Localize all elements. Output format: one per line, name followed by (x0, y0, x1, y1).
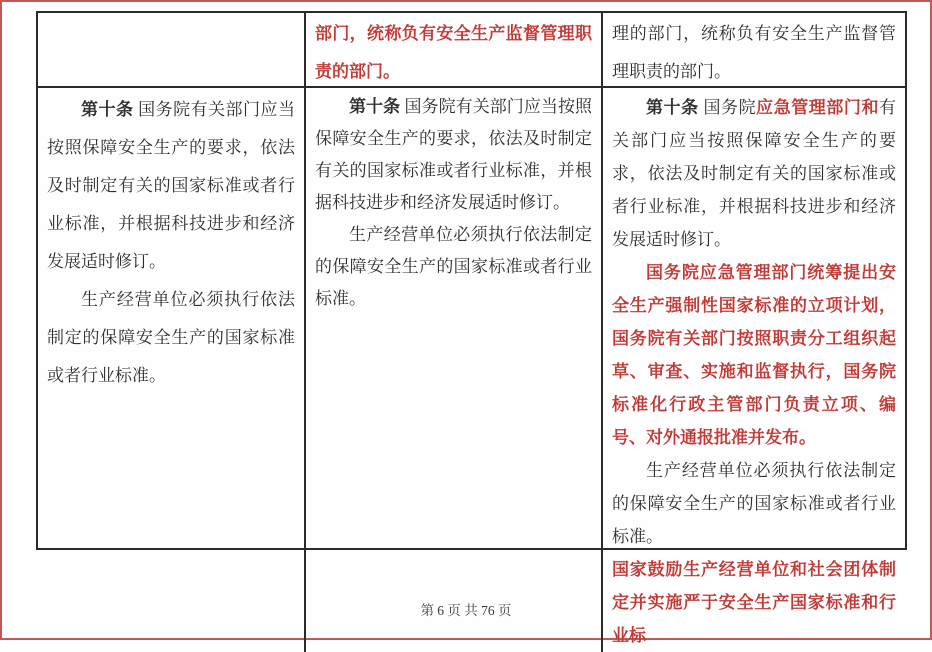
cell-version1-continuation (38, 13, 306, 86)
table-row-continuation (38, 13, 905, 88)
law-text: 国务院 (698, 98, 757, 117)
paragraph (612, 91, 896, 256)
paragraph (612, 15, 896, 91)
paragraph (315, 91, 592, 219)
law-text: 有关部门应当按照保障安全生产的要求，依法及时制定有关的国家标准或者行业标准，并根据科技进步和经济发展适时修订。 (612, 98, 897, 249)
cell-version3-article-10 (603, 88, 905, 652)
amended-text: 国家鼓励生产经营单位和社会团体制定并实施严于安全生产国家标准和行业标 (612, 560, 896, 645)
law-text: 第十条 (349, 97, 401, 116)
law-text: 国务院有关部门应当按照保障安全生产的要求，依法及时制定有关的国家标准或者行业标准，并根据科技进步和经济发展适时修订。 (47, 100, 295, 271)
cell-version2-continuation (306, 13, 603, 86)
table-row-article-10 (38, 88, 905, 652)
law-text: 第十条 (646, 98, 699, 117)
page-number-footer: 第 6 页 共 76 页 (420, 603, 512, 618)
law-text: 理的部门，统称负有安全生产监督管理职责的部门。 (612, 24, 896, 81)
paragraph (612, 256, 896, 454)
cell-version2-article-10 (306, 88, 603, 652)
cell-version1-article-10 (38, 88, 306, 652)
paragraph (315, 15, 592, 91)
law-text: 第十条 (81, 100, 134, 119)
law-text: 生产经营单位必须执行依法制定的保障安全生产的国家标准或者行业标准。 (47, 290, 295, 385)
paragraph (47, 91, 295, 281)
law-text: 生产经营单位必须执行依法制定的保障安全生产的国家标准或者行业标准。 (612, 461, 896, 546)
paragraph (612, 454, 896, 553)
paragraph (47, 281, 295, 395)
cell-version3-continuation (603, 13, 905, 86)
law-text: 生产经营单位必须执行依法制定的保障安全生产的国家标准或者行业标准。 (315, 225, 592, 308)
paragraph (315, 219, 592, 315)
amended-text: 部门，统称负有安全生产监督管理职责的部门。 (315, 24, 592, 81)
amended-text: 国务院应急管理部门统筹提出安全生产强制性国家标准的立项计划，国务院有关部门按照职责分工组织起草、审查、实施和监督执行，国务院标准化行政主管部门负责立项、编号、对外通报批准并发布。 (612, 263, 896, 447)
law-text: 国务院有关部门应当按照保障安全生产的要求，依法及时制定有关的国家标准或者行业标准，并根据科技进步和经济发展适时修订。 (315, 97, 593, 212)
amended-text: 应急管理部门和 (756, 98, 880, 117)
